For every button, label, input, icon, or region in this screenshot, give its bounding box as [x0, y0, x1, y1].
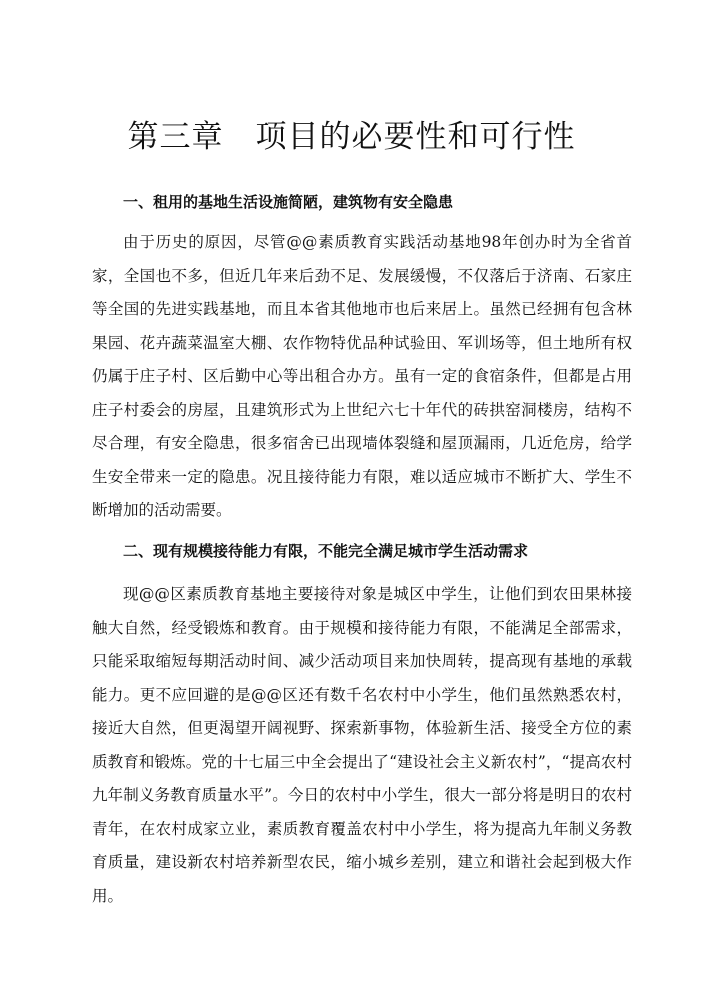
section-paragraph-1: 由于历史的原因，尽管@@素质教育实践活动基地98年创办时为全省首家，全国也不多，但近几年来后劲不足、发展缓慢，不仅落后于济南、石家庄等全国的先进实践基地，而且本省其他地市也后来居上。虽然已经拥有包含林果园、花卉蔬菜温室大棚、农作物特优品种试验田、军训场等，但土地所有权仍属于庄子村、区后勤中心等出租合办方。虽有一定的食宿条件，但都是占用庄子村委会的房屋，且建筑形式为上世纪六七十年代的砖拱窑洞楼房，结构不尽合理，有安全隐患，很多宿舍已出现墙体裂缝和屋顶漏雨，几近危房，给学生安全带来一定的隐患。况且接待能力有限，难以适应城市不断扩大、学生不断增加的活动需要。 — [92, 233, 632, 519]
section-heading-1: 一、租用的基地生活设施简陋，建筑物有安全隐患 — [123, 193, 454, 211]
section-paragraph-2: 现@@区素质教育基地主要接待对象是城区中学生，让他们到农田果林接触大自然，经受锻炼和教育。由于规模和接待能力有限，不能满足全部需求，只能采取缩短每期活动时间、减少活动项目来加快周转，提高现有基地的承载能力。更不应回避的是@@区还有数千名农村中小学生，他们虽然熟悉农村，接近大自然，但更渴望开阔视野、探索新事物，体验新生活、接受全方位的素质教育和锻炼。党的十七届三中全会提出了“建设社会主义新农村”，“提高农村九年制义务教育质量水平”。今日的农村中小学生，很大一部分将是明日的农村青年，在农村成家立业，素质教育覆盖农村中小学生，将为提高九年制义务教育质量，建设新农村培养新型农民，缩小城乡差别，建立和谐社会起到极大作用。 — [92, 585, 632, 905]
section-heading-2: 二、现有规模接待能力有限，不能完全满足城市学生活动需求 — [123, 542, 529, 560]
chapter-title: 第三章 项目的必要性和可行性 — [127, 119, 576, 155]
